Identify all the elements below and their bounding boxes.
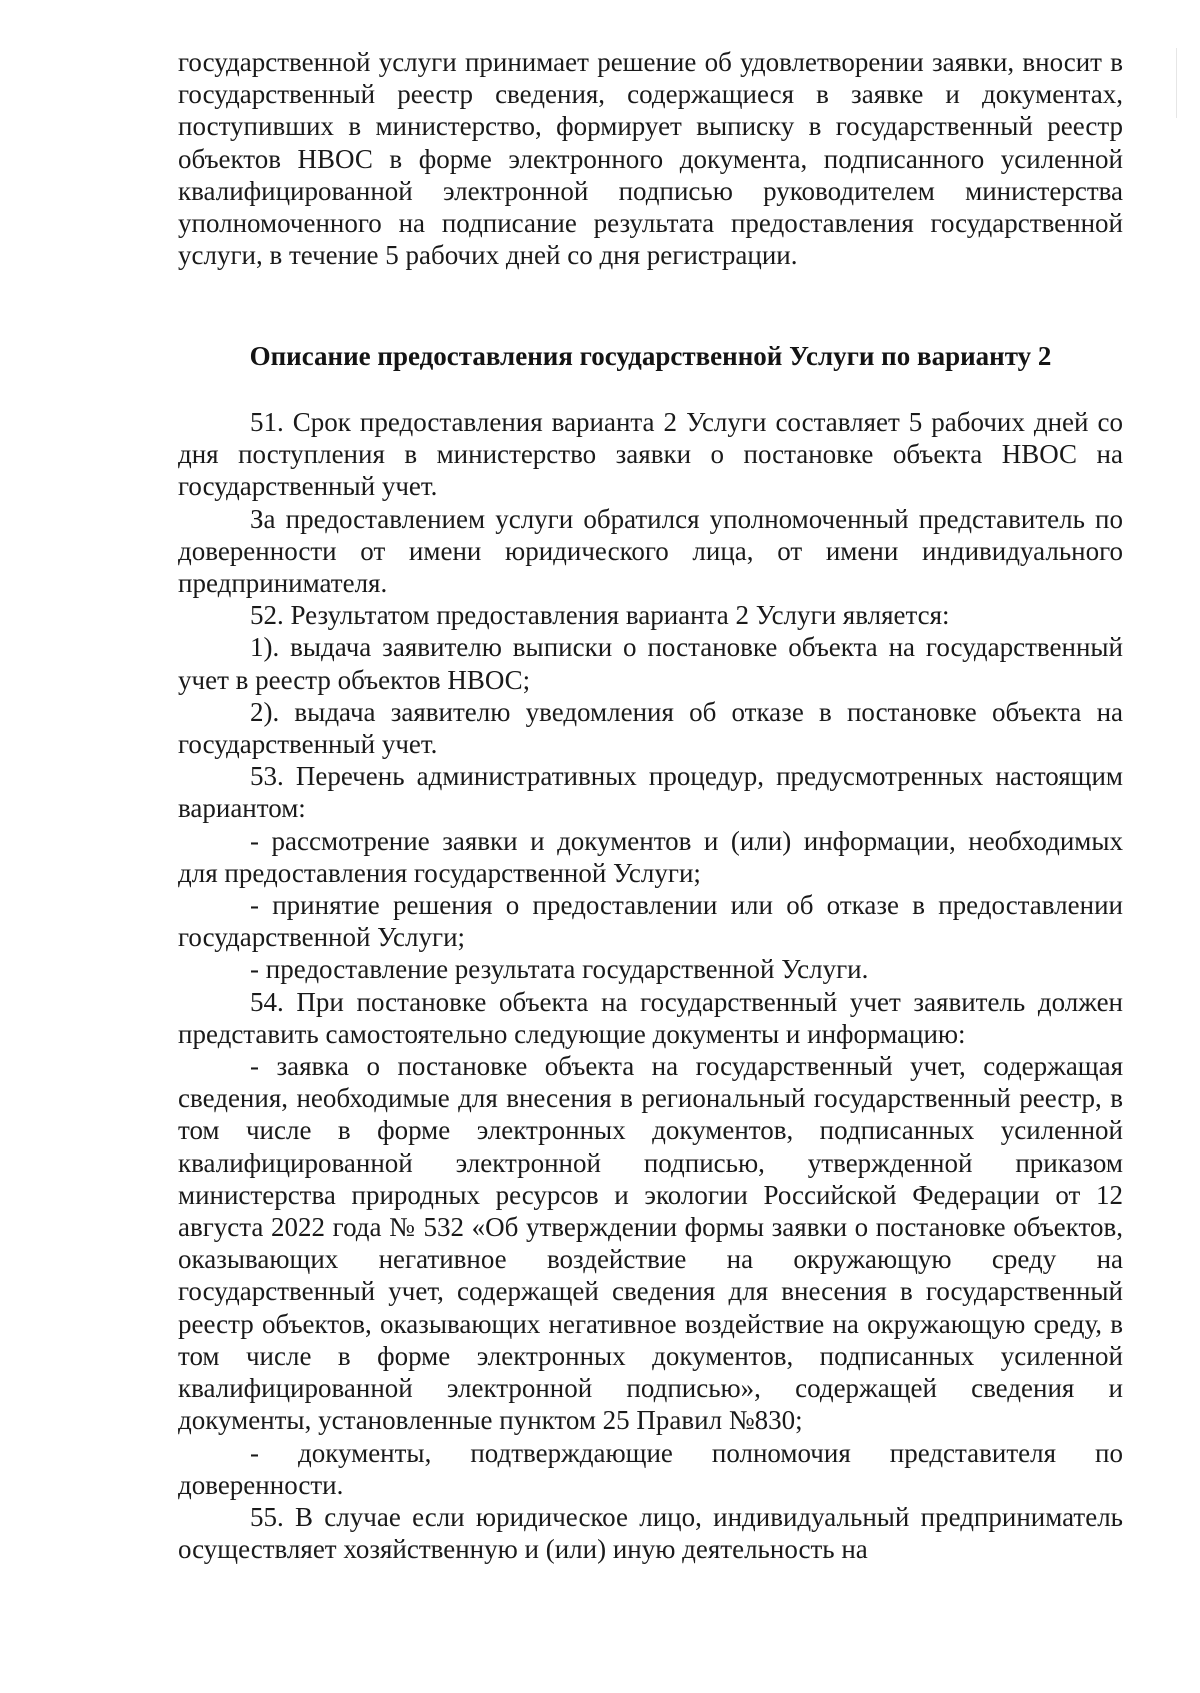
paragraph-53-item-2: - принятие решения о предоставлении или об отказе в предоставлении государственной Услуги; (178, 890, 1123, 953)
body-text-block (178, 406, 1123, 1565)
paragraph-52-item-2: 2). выдача заявителю уведомления об отказе в постановке объекта на государственный учет. (178, 696, 1123, 760)
paragraph-54-item-2: - документы, подтверждающие полномочия представителя по доверенности. (178, 1437, 1123, 1500)
paragraph-55: 55. В случае если юридическое лицо, индивидуальный предприниматель осуществляет хозяйственную и (или) иную деятельность на (178, 1501, 1123, 1565)
paragraph-53: 53. Перечень административных процедур, предусмотренных настоящим вариантом: (178, 761, 1123, 824)
paragraph-52-item-1: 1). выдача заявителю выписки о постановке объекта на государственный учет в реестр объектов НВОС; (178, 632, 1123, 695)
section-heading: Описание предоставления государственной Услуги по варианту 2 (249, 341, 1052, 371)
paragraph-53-item-1: - рассмотрение заявки и документов и (или) информации, необходимых для предоставления государственной Услуги; (178, 825, 1123, 888)
intro-text-block (178, 46, 1123, 271)
scan-edge-mark (1176, 48, 1177, 118)
paragraph-51: 51. Срок предоставления варианта 2 Услуги составляет 5 рабочих дней со дня поступления в министерство заявки о постановке объекта НВОС на государственный учет. (178, 407, 1123, 502)
intro-paragraph: государственной услуги принимает решение об удовлетворении заявки, вносит в государственный реестр сведения, содержащиеся в заявке и документах, поступивших в министерство, формирует выписку в государственный реестр объектов НВОС в форме электронного документа, подписанного усиленной квалифицированной электронной подписью руководителем министерства уполномоченного на подписание результата предоставления государственной услуги, в течение 5 рабочих дней со дня регистрации. (178, 47, 1123, 271)
paragraph-52: 52. Результатом предоставления варианта 2 Услуги является: (250, 600, 950, 631)
paragraph-54-item-1: - заявка о постановке объекта на государственный учет, содержащая сведения, необходимые для внесения в региональный государственный реестр, в том числе в форме электронных документов, подписанных усиленной квалифицированной электронной подписью, утвержденной приказом министерства природных ресурсов и экологии Российской Федерации от 12 августа 2022 года № 532 «Об утверждении формы заявки о постановке объектов, оказывающих негативное воздействие на окружающую среду на государственный учет, содержащей сведения для внесения в государственный реестр объектов, оказывающих негативное воздействие на окружающую среду, в том числе в форме электронных документов, подписанных усиленной квалифицированной электронной подписью», содержащей сведения и документы, установленные пунктом 25 Правил №830; (178, 1051, 1123, 1436)
paragraph-54: 54. При постановке объекта на государственный учет заявитель должен представить самостоятельно следующие документы и информацию: (178, 986, 1123, 1049)
paragraph-representative: За предоставлением услуги обратился уполномоченный представитель по доверенности от имени юридического лица, от имени индивидуального предпринимателя. (178, 503, 1123, 599)
paragraph-53-item-3: - предоставление результата государственной Услуги. (250, 954, 869, 985)
